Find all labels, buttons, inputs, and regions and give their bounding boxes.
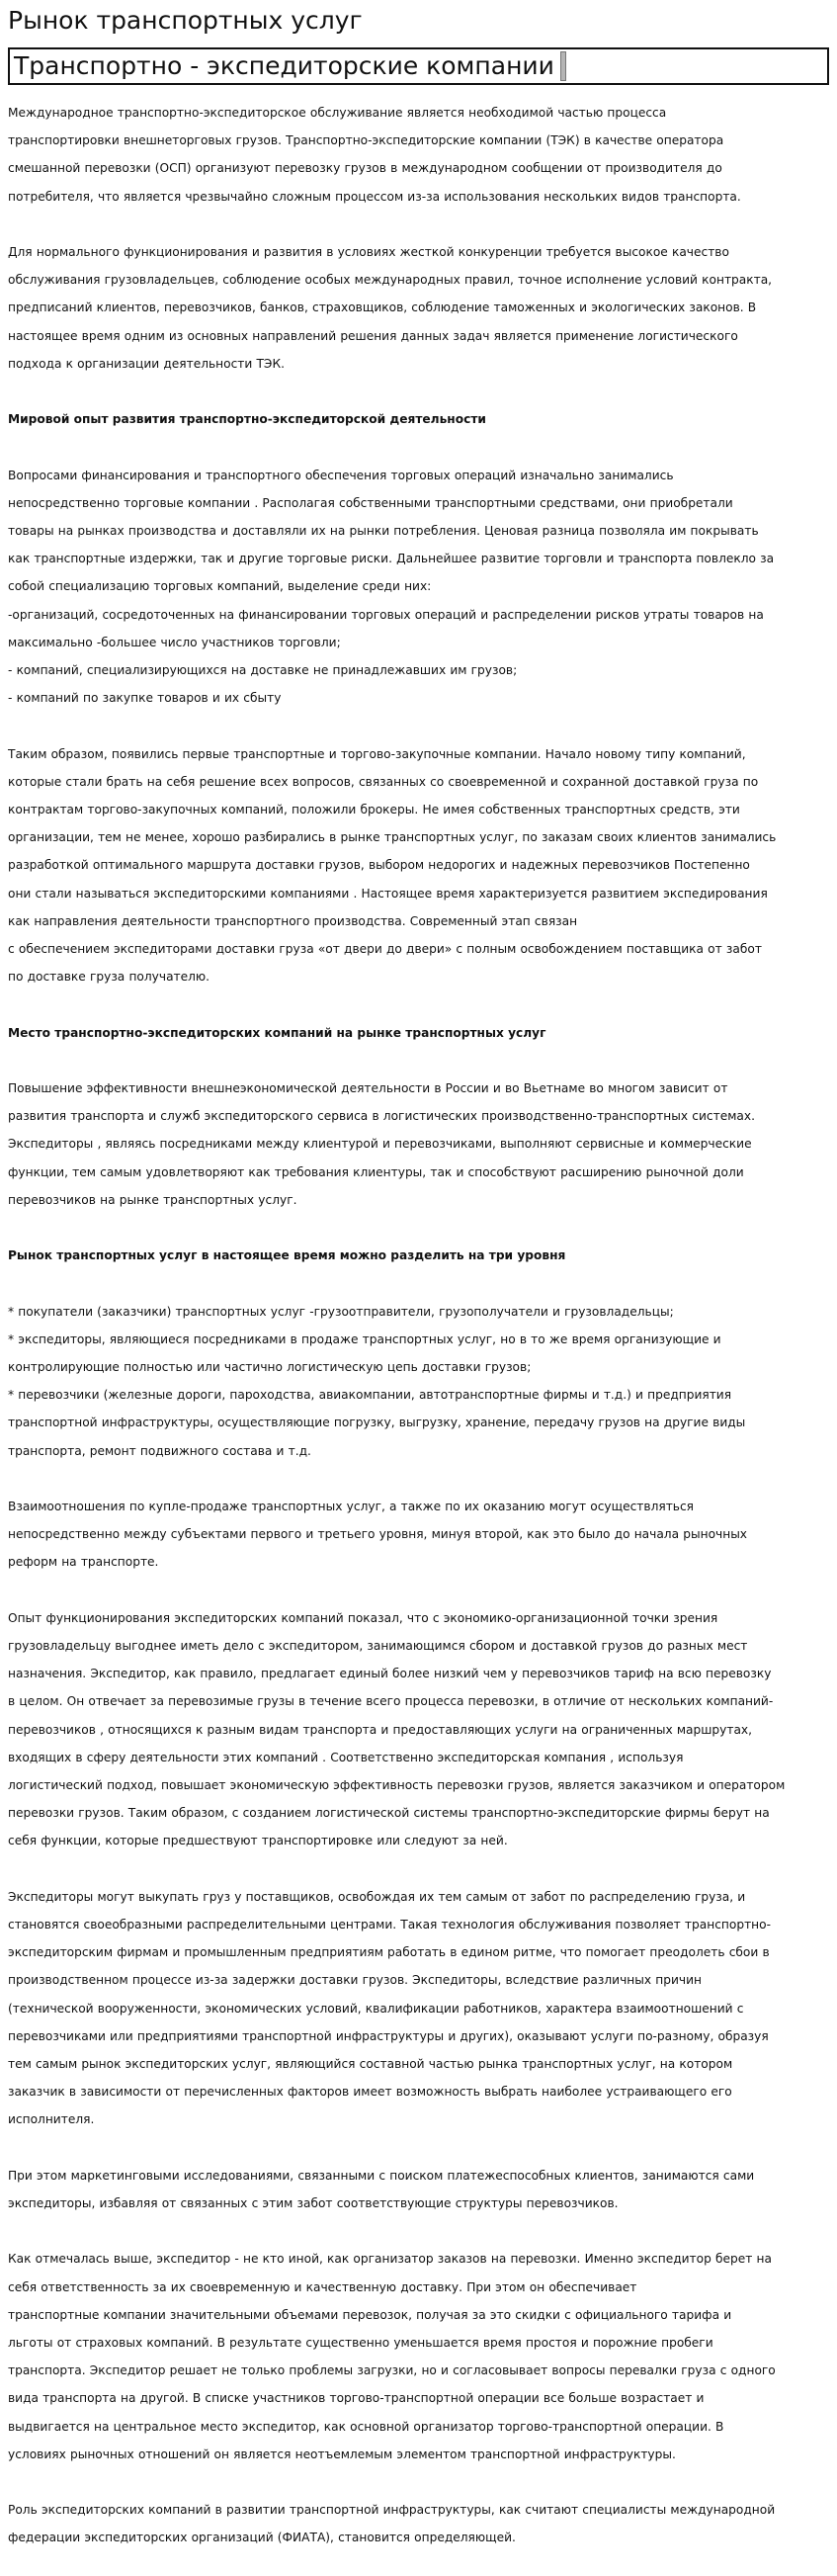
paragraph <box>8 1604 829 1855</box>
spacer <box>8 1047 829 1074</box>
paragraph-line: товары на рынках производства и доставляли их на рынки потребления. Ценовая разница позволяла им покрывать <box>8 524 759 538</box>
paragraph <box>8 2245 829 2468</box>
paragraph-line: реформ на транспорте. <box>8 1555 159 1570</box>
paragraph-line: -организаций, сосредоточенных на финансировании торговых операций и распределении рисков утраты товаров на <box>8 607 764 622</box>
paragraph-line: потребителя, что является чрезвычайно сложным процессом из-за использования нескольких видов транспорта. <box>8 189 741 204</box>
paragraph-line: Роль экспедиторских компаний в развитии транспортной инфраструктуры, как считают специалисты международной <box>8 2503 776 2518</box>
paragraph-line: транспортировки внешнеторговых грузов. Транспортно-экспедиторские компании (ТЭК) в качестве оператора <box>8 133 724 148</box>
paragraph-line: перевозки грузов. Таким образом, с созданием логистической системы транспортно-экспедиторские фирмы берут на <box>8 1806 770 1821</box>
paragraph-line: транспортной инфраструктуры, осуществляющие погрузку, выгрузку, хранение, передачу грузов на другие виды <box>8 1416 746 1430</box>
paragraph-line: развития транспорта и служб экспедиторского сервиса в логистических производственно-транспортных системах. <box>8 1109 755 1124</box>
paragraph-line: контрактам торгово-закупочных компаний, положили брокеры. Не имея собственных транспортных средств, эти <box>8 803 740 817</box>
spacer <box>8 1577 829 1604</box>
paragraph-line: Для нормального функционирования и развития в условиях жесткой конкуренции требуется высокое качество <box>8 245 729 259</box>
paragraph-line: Международное транспортно-экспедиторское обслуживание является необходимой частью процесса <box>8 106 667 120</box>
spacer <box>8 2217 829 2245</box>
subtitle-text: Транспортно - экспедиторские компании <box>14 51 554 80</box>
paragraph-line: Опыт функционирования экспедиторских компаний показал, что с экономико-организационной точки зрения <box>8 1610 718 1625</box>
paragraph-line: предписаний клиентов, перевозчиков, банков, страховщиков, соблюдение таможенных и экологических законов. В <box>8 301 757 315</box>
section-heading: Мировой опыт развития транспортно-экспедиторской деятельности <box>8 412 486 427</box>
spacer <box>8 2468 829 2496</box>
paragraph-line: подхода к организации деятельности ТЭК. <box>8 356 285 371</box>
paragraph-line: Экспедиторы , являясь посредниками между клиентурой и перевозчиками, выполняют сервисные и коммерческие <box>8 1137 752 1152</box>
paragraph-line: назначения. Экспедитор, как правило, предлагает единый более низкий чем у перевозчиков тариф на всю перевозку <box>8 1667 772 1681</box>
paragraph-line: экспедиторским фирмам и промышленным предприятиям работать в едином ритме, что помогает преодолеть сбои в <box>8 1945 770 1960</box>
paragraph-line: Как отмечалась выше, экспедитор - не кто иной, как организатор заказов на перевозки. Именно экспедитор берет на <box>8 2252 772 2267</box>
paragraph-line: Вопросами финансирования и транспортного обеспечения торговых операций изначально занимались <box>8 468 674 482</box>
paragraph-line: вида транспорта на другой. В списке участников торгово-транспортной операции все больше возрастает и <box>8 2391 705 2406</box>
paragraph-line: непосредственно торговые компании . Располагая собственными транспортными средствами, они приобретали <box>8 495 733 510</box>
article-body <box>8 99 829 2552</box>
spacer <box>8 1465 829 1493</box>
paragraph-line: в целом. Он отвечает за перевозимые грузы в течение всего процесса перевозки, в отличие от нескольких компаний- <box>8 1694 774 1709</box>
spacer <box>8 2134 829 2162</box>
paragraph-line: как направления деятельности транспортного производства. Современный этап связан <box>8 913 578 928</box>
paragraph-line: экспедиторы, избавляя от связанных с этим забот соответствующие структуры перевозчиков. <box>8 2196 619 2211</box>
paragraph-line: федерации экспедиторских организаций (ФИАТА), становится определяющей. <box>8 2531 516 2545</box>
spacer <box>8 1214 829 1242</box>
paragraph-line: условиях рыночных отношений он является неотъемлемым элементом транспортной инфраструктуры. <box>8 2447 676 2461</box>
spacer <box>8 1855 829 1883</box>
paragraph-line: транспорта. Экспедитор решает не только проблемы загрузки, но и согласовывает вопросы перевалки груза с одного <box>8 2363 776 2378</box>
subtitle-box <box>8 47 829 85</box>
paragraph-line: грузовладельцу выгоднее иметь дело с экспедитором, занимающимся сбором и доставкой грузов до разных мест <box>8 1639 748 1654</box>
paragraph-line: выдвигается на центральное место экспедитор, как основной организатор торгово-транспортной операции. В <box>8 2419 724 2434</box>
paragraph-line: Повышение эффективности внешнеэкономической деятельности в России и во Вьетнаме во многом зависит от <box>8 1081 728 1096</box>
paragraph-line: становятся своеобразными распределительными центрами. Такая технология обслуживания позволяет транспортно- <box>8 1918 771 1932</box>
paragraph-line: себя функции, которые предшествуют транспортировке или следуют за ней. <box>8 1834 508 1848</box>
paragraph-line: Экспедиторы могут выкупать груз у поставщиков, освобождая их тем самым от забот по распределению груза, и <box>8 1889 746 1904</box>
paragraph-line: производственном процессе из-за задержки доставки грузов. Экспедиторы, вследствие различных причин <box>8 1973 702 1988</box>
spacer <box>8 1269 829 1297</box>
paragraph-line: смешанной перевозки (ОСП) организуют перевозку грузов в международном сообщении от производителя до <box>8 161 722 176</box>
paragraph-line: непосредственно между субъектами первого и третьего уровня, минуя второй, как это было до начала рыночных <box>8 1527 748 1542</box>
paragraph-line: которые стали брать на себя решение всех вопросов, связанных со своевременной и сохранной доставкой груза по <box>8 774 759 789</box>
paragraph <box>8 2162 829 2217</box>
paragraph-line: контролирующие полностью или частично логистическую цепь доставки грузов; <box>8 1360 532 1375</box>
paragraph <box>8 740 829 991</box>
paragraph-line: перевозчиков , относящихся к разным видам транспорта и предоставляющих услуги на ограниченных маршрутах, <box>8 1722 752 1737</box>
paragraph-line: исполнителя. <box>8 2112 95 2127</box>
paragraph-line: (технической вооруженности, экономических условий, квалификации работников, характера взаимоотношений с <box>8 2001 744 2016</box>
paragraph-line: функции, тем самым удовлетворяют как требования клиентуры, так и способствуют расширению рыночной доли <box>8 1164 744 1179</box>
paragraph-line: тем самым рынок экспедиторских услуг, являющийся составной частью рынка транспортных услуг, на котором <box>8 2057 733 2072</box>
paragraph-line: - компаний, специализирующихся на доставке не принадлежавших им грузов; <box>8 663 518 678</box>
paragraph <box>8 238 829 378</box>
paragraph-line: по доставке груза получателю. <box>8 970 210 985</box>
paragraph <box>8 1298 829 1465</box>
paragraph-line: * покупатели (заказчики) транспортных услуг -грузоотправители, грузополучатели и грузовладельцы; <box>8 1304 674 1319</box>
paragraph-line: Взаимоотношения по купле-продаже транспортных услуг, а также по их оказанию могут осуществляться <box>8 1500 695 1514</box>
paragraph-line: с обеспечением экспедиторами доставки груза «от двери до двери» с полным освобождением поставщика от забот <box>8 942 762 957</box>
paragraph-line: заказчик в зависимости от перечисленных факторов имеет возможность выбрать наиболее устраивающего его <box>8 2085 732 2100</box>
paragraph-line: они стали называться экспедиторскими компаниями . Настоящее время характеризуется развитием экспедирования <box>8 886 768 901</box>
subtitle-caret <box>560 51 566 81</box>
paragraph-line: транспорта, ремонт подвижного состава и т.д. <box>8 1443 311 1458</box>
page-title: Рынок транспортных услуг <box>8 6 363 35</box>
paragraph-line: настоящее время одним из основных направлений решения данных задач является применение логистического <box>8 328 738 343</box>
paragraph-line: логистический подход, повышает экономическую эффективность перевозки грузов, является заказчиком и оператором <box>8 1778 786 1793</box>
section-heading: Рынок транспортных услуг в настоящее время можно разделить на три уровня <box>8 1248 566 1263</box>
paragraph-line: При этом маркетинговыми исследованиями, связанными с поиском платежеспособных клиентов, занимаются сами <box>8 2168 755 2183</box>
paragraph-line: разработкой оптимального маршрута доставки грузов, выбором недорогих и надежных перевозчиков Постепенно <box>8 858 750 873</box>
paragraph <box>8 1074 829 1214</box>
paragraph-line: льготы от страховых компаний. В результате существенно уменьшается время простоя и порожние пробеги <box>8 2336 713 2351</box>
paragraph-line: * экспедиторы, являющиеся посредниками в продаже транспортных услуг, но в то же время организующие и <box>8 1331 721 1346</box>
paragraph-line: * перевозчики (железные дороги, пароходства, авиакомпании, автотранспортные фирмы и т.д.) и предприятия <box>8 1388 732 1403</box>
paragraph-line: Таким образом, появились первые транспортные и торгово-закупочные компании. Начало новому типу компаний, <box>8 746 746 761</box>
paragraph-line: транспортные компании значительными объемами перевозок, получая за это скидки с официального тарифа и <box>8 2307 732 2322</box>
section-heading: Место транспортно-экспедиторских компаний на рынке транспортных услуг <box>8 1025 546 1040</box>
paragraph-line: перевозчиками или предприятиями транспортной инфраструктуры и других), оказывают услуги по-разному, образуя <box>8 2028 769 2043</box>
paragraph-line: максимально -большее число участников торговли; <box>8 635 341 649</box>
spacer <box>8 378 829 405</box>
paragraph-line: перевозчиков на рынке транспортных услуг. <box>8 1192 297 1207</box>
paragraph <box>8 2496 829 2551</box>
paragraph-line: как транспортные издержки, так и другие торговые риски. Дальнейшее развитие торговли и транспорта повлекло за <box>8 552 775 566</box>
spacer <box>8 211 829 238</box>
paragraph-line: входящих в сферу деятельности этих компаний . Соответственно экспедиторская компания , используя <box>8 1750 684 1764</box>
paragraph <box>8 1883 829 2134</box>
spacer <box>8 712 829 739</box>
spacer <box>8 990 829 1018</box>
paragraph-line: себя ответственность за их своевременную и качественную доставку. При этом он обеспечивает <box>8 2279 637 2294</box>
paragraph-line: - компаний по закупке товаров и их сбыту <box>8 691 282 706</box>
paragraph-line: организации, тем не менее, хорошо разбирались в рынке транспортных услуг, по заказам своих клиентов занимались <box>8 830 777 845</box>
paragraph-line: собой специализацию торговых компаний, выделение среди них: <box>8 579 432 594</box>
paragraph <box>8 1493 829 1577</box>
spacer <box>8 433 829 461</box>
paragraph <box>8 99 829 211</box>
paragraph-line: обслуживания грузовладельцев, соблюдение особых международных правил, точное исполнение условий контракта, <box>8 273 773 288</box>
paragraph <box>8 462 829 713</box>
